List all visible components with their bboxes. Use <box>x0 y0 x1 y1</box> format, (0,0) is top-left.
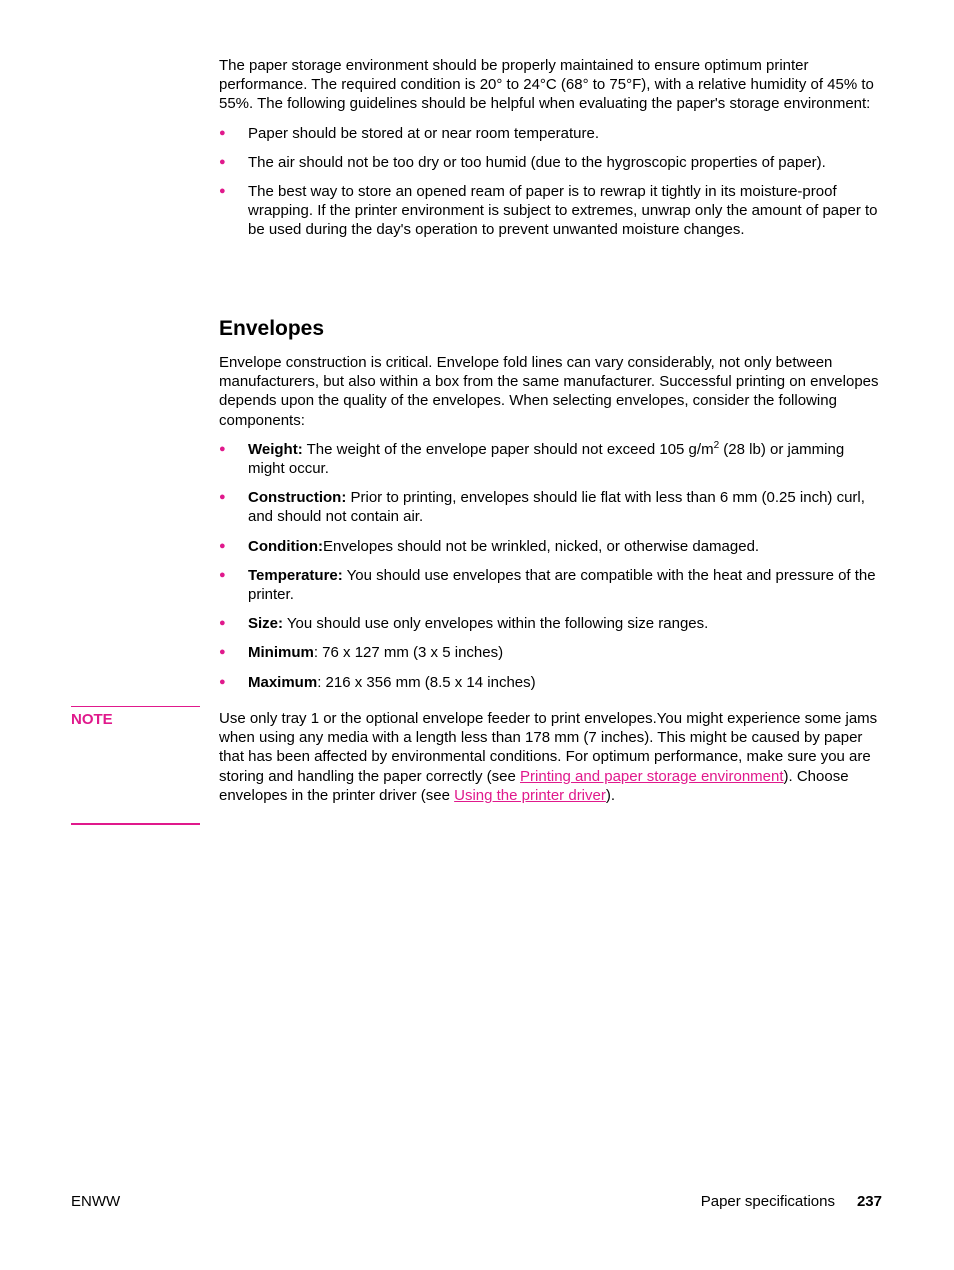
list-item-minimum <box>219 643 884 662</box>
using-printer-driver-link[interactable]: Using the printer driver <box>454 786 606 804</box>
envelope-components-list <box>219 440 884 634</box>
list-item-size <box>219 614 884 633</box>
list-item-construction <box>219 488 884 526</box>
storage-guidelines-list <box>219 124 884 240</box>
page-number: 237 <box>856 1193 882 1210</box>
list-item: ● Paper should be stored at or near room temperature. <box>219 124 884 143</box>
footer-left: ENWW <box>71 1193 121 1210</box>
note-text <box>219 709 884 805</box>
superscript: 2 <box>713 439 720 451</box>
minimum-term: Minimum <box>248 644 314 662</box>
printing-paper-storage-link[interactable]: Printing and paper storage environment <box>520 767 784 785</box>
list-item-weight <box>219 440 884 478</box>
note-text-c: ). <box>605 786 616 804</box>
list-item: ● The air should not be too dry or too humid (due to the hygroscopic properties of paper). <box>219 153 884 172</box>
envelopes-paragraph: Envelope construction is critical. Envelope fold lines can vary considerably, not only between manufacturers, but also within a box from the same manufacturer. Successful printing on envelopes depends upon the quality of the envelopes. When selecting envelopes, consider the following components: <box>219 354 879 429</box>
note-text-a: Use only tray 1 or the optional envelope feeder to print envelopes.You might experience some jams when using any media with a length less than 178 mm (7 inches). This might be caused by paper that has been affected by environmental conditions. For optimum performance, make sure you are storing and handling the paper correctly (see <box>219 710 878 785</box>
construction-term: Construction: <box>248 489 347 507</box>
weight-text-cont: (28 lb) or jamming might occur. <box>248 440 845 478</box>
footer-right <box>701 1192 882 1211</box>
list-item-maximum <box>219 673 884 692</box>
size-text: You should use only envelopes within the following size ranges. <box>283 615 709 633</box>
maximum-term: Maximum <box>248 673 318 691</box>
list-item-condition <box>219 537 884 556</box>
list-item: ● The best way to store an opened ream of paper is to rewrap it tightly in its moisture-proof wrapping. If the printer environment is subject to extremes, unwrap only the amount of paper to be used during the day's operation to prevent unwanted moisture changes. <box>219 182 884 240</box>
note-body <box>219 709 884 805</box>
weight-term: Weight: <box>248 440 303 458</box>
list-item-temperature <box>219 566 884 604</box>
envelopes-section <box>219 353 884 692</box>
weight-text: The weight of the envelope paper should not exceed 105 g/m <box>302 440 714 458</box>
construction-text: Prior to printing, envelopes should lie flat with less than 6 mm (0.25 inch) curl, and should not contain air. <box>248 489 865 526</box>
condition-text: Envelopes should not be wrinkled, nicked, or otherwise damaged. <box>322 537 760 555</box>
note-label: NOTE <box>71 706 200 729</box>
size-term: Size: <box>248 615 284 633</box>
footer-section: Paper specifications <box>700 1193 835 1210</box>
envelopes-heading: Envelopes <box>219 317 325 340</box>
condition-term: Condition: <box>248 537 323 555</box>
minimum-text: : 76 x 127 mm (3 x 5 inches) <box>313 644 504 662</box>
maximum-text: : 216 x 356 mm (8.5 x 14 inches) <box>317 673 536 691</box>
note-text-b: ). Choose envelopes in the printer driver (see <box>219 767 849 804</box>
temperature-text: You should use envelopes that are compatible with the heat and pressure of the printer. <box>248 566 876 604</box>
note-divider <box>71 823 200 825</box>
storage-section <box>219 56 884 240</box>
storage-paragraph: The paper storage environment should be properly maintained to ensure optimum printer performance. The required condition is 20° to 24°C (68° to 75°F), with a relative humidity of 45% to 55%. The following guidelines should be helpful when evaluating the paper's storage environment: <box>219 57 874 113</box>
size-ranges-list <box>219 643 884 691</box>
temperature-term: Temperature: <box>248 566 343 584</box>
